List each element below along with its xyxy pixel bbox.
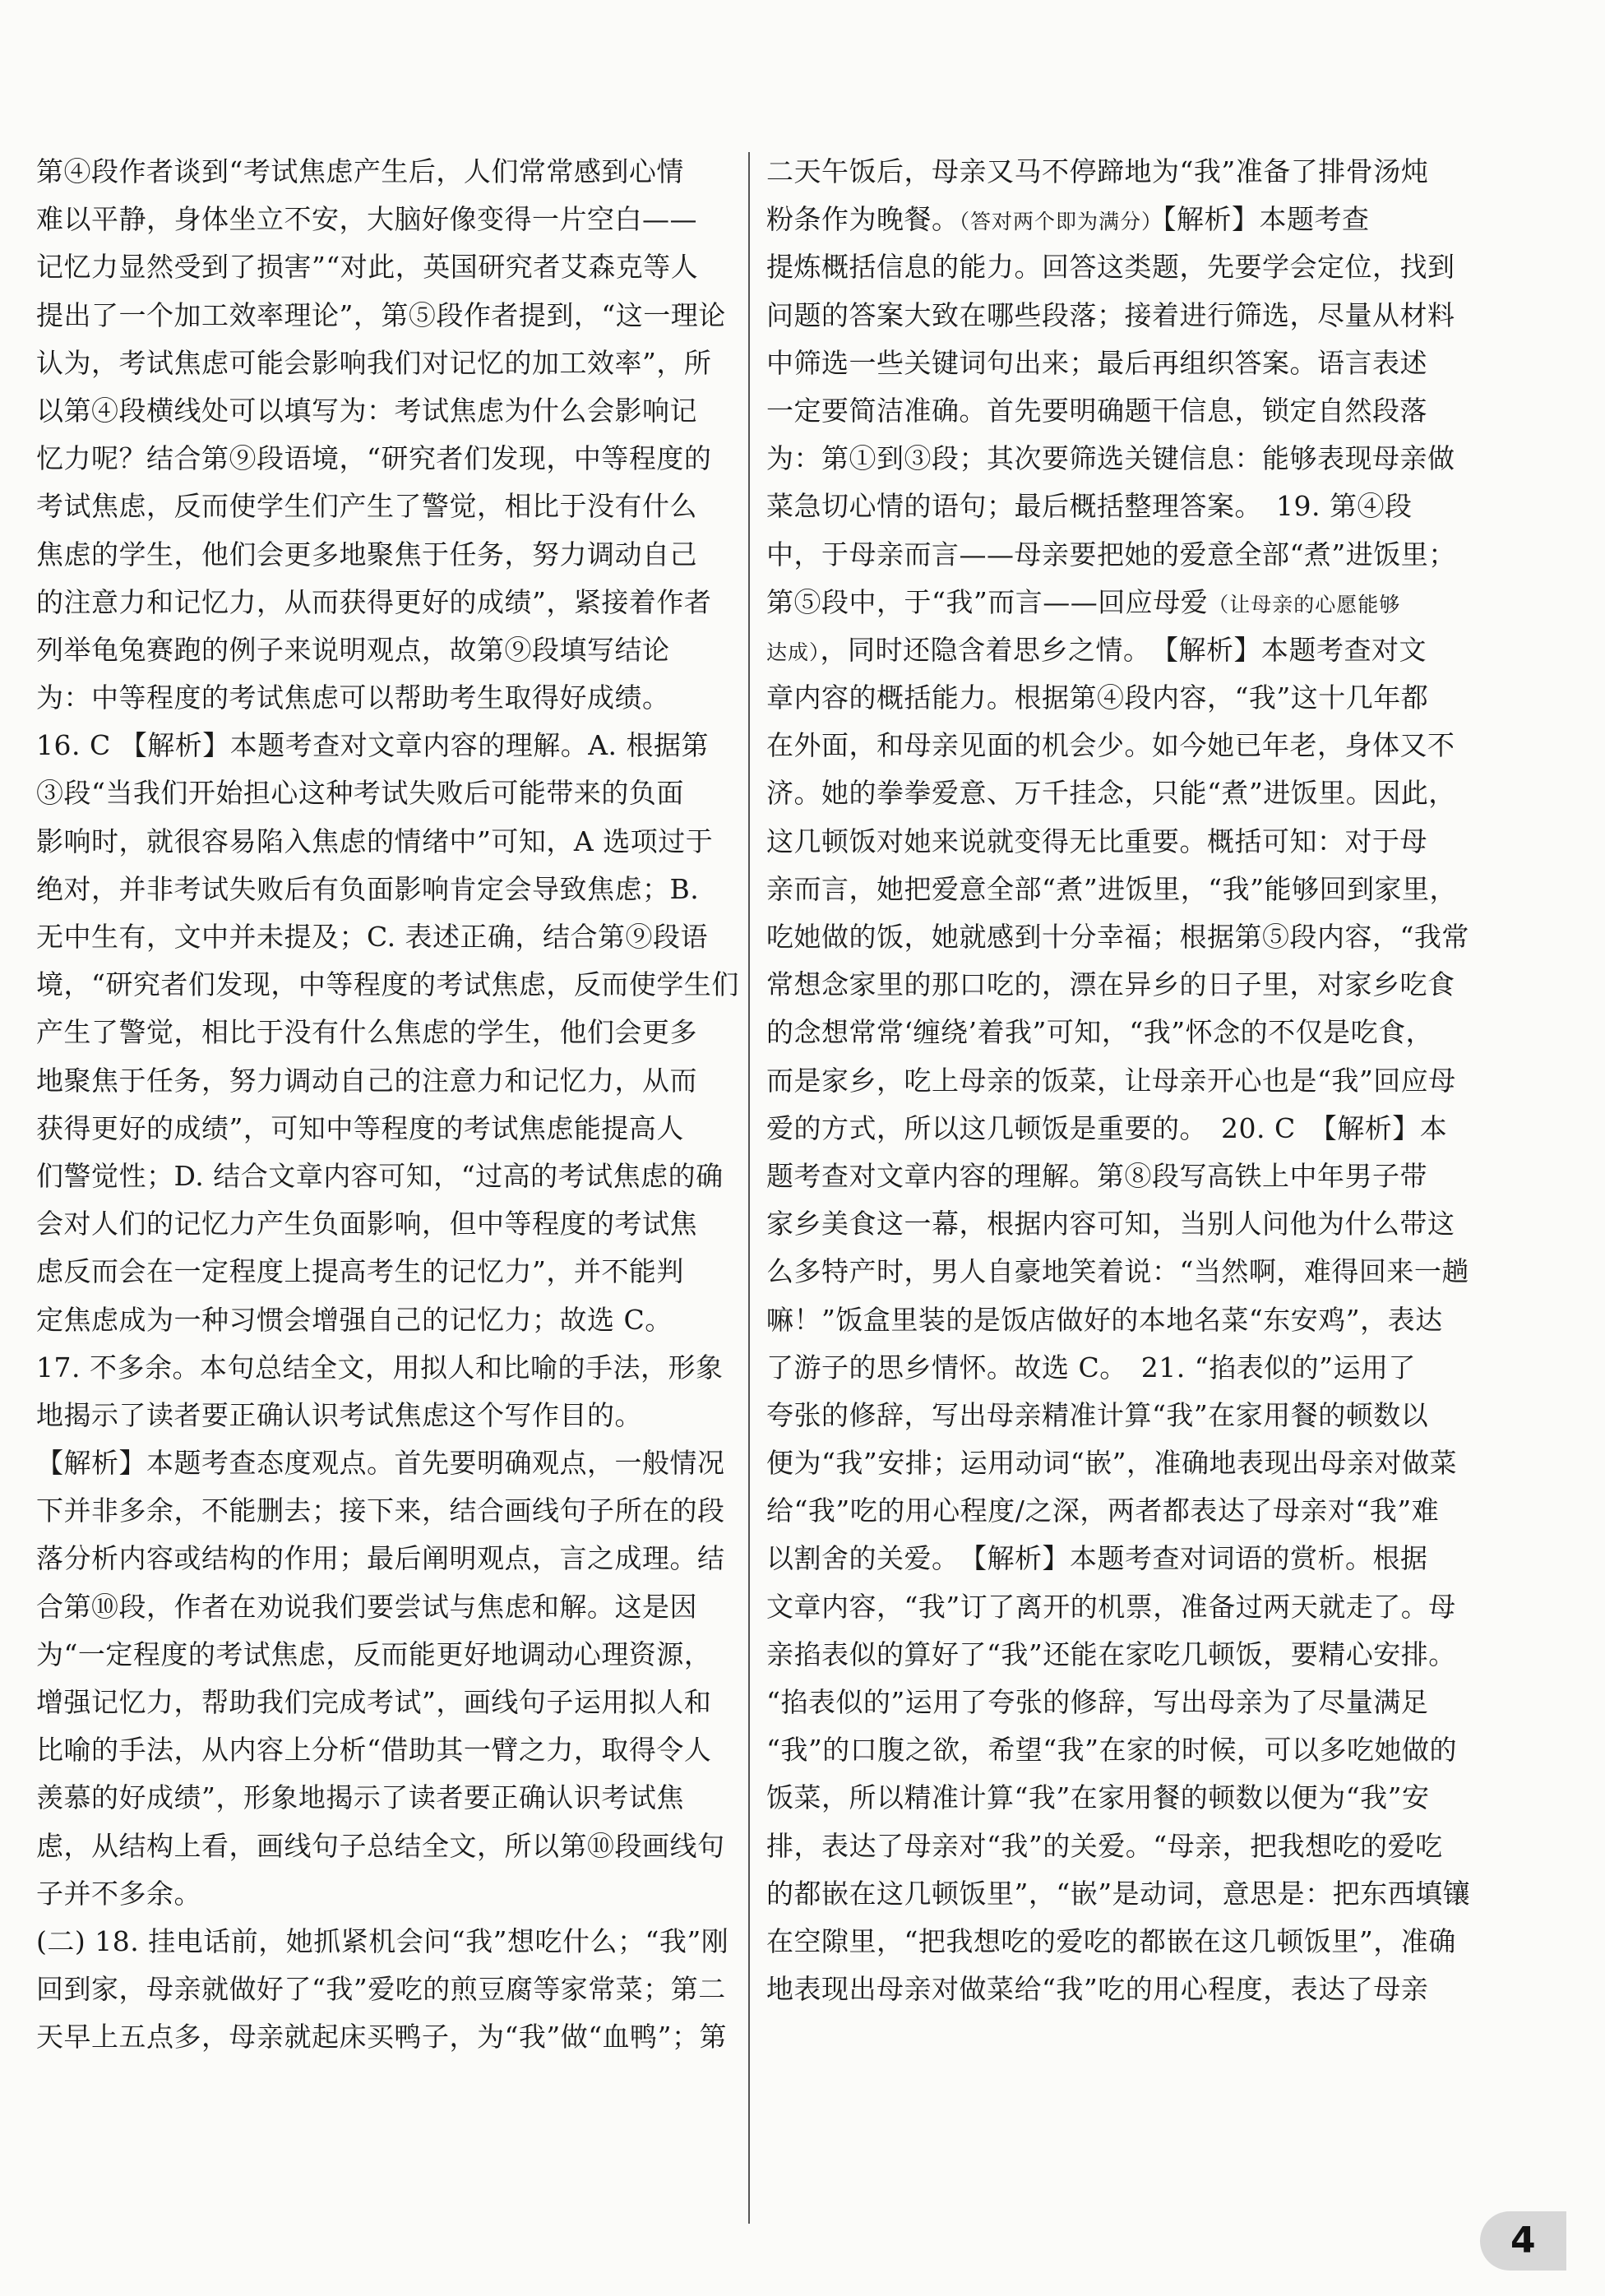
text-line: 会对人们的记忆力产生负面影响，但中等程度的考试焦	[36, 1208, 697, 1240]
text-line	[766, 196, 1488, 243]
text-line: 的注意力和记忆力，从而获得更好的成绩”，紧接着作者	[36, 585, 712, 618]
text-line: 夸张的修辞，写出母亲精准计算“我”在家用餐的顿数以	[766, 1398, 1429, 1431]
text-line: 列举龟兔赛跑的例子来说明观点，故第⑨段填写结论	[36, 633, 670, 666]
text-line: 下并非多余，不能删去；接下来，结合画线句子所在的段	[36, 1494, 725, 1527]
text-line: 饭菜，所以精准计算“我”在家用餐的顿数以便为“我”安	[766, 1781, 1430, 1814]
text-line: 为：中等程度的考试焦虑可以帮助考生取得好成绩。	[36, 681, 670, 714]
text-line: 焦虑的学生，他们会更多地聚焦于任务，努力调动自己	[36, 538, 697, 571]
text-line: 比喻的手法，从内容上分析“借助其一臂之力，取得令人	[36, 1734, 712, 1767]
text-line: 第④段作者谈到“考试焦虑产生后，人们常常感到心情	[36, 155, 684, 187]
text-line: 定焦虑成为一种习惯会增强自己的记忆力；故选 C。	[36, 1303, 673, 1336]
text-line: 地表现出母亲对做菜给“我”吃的用心程度，表达了母亲	[766, 1973, 1429, 2006]
text-line: 虑，从结构上看，画线句子总结全文，所以第⑩段画线句	[36, 1829, 725, 1862]
text-line: 常想念家里的那口吃的，漂在异乡的日子里，对家乡吃食	[766, 968, 1455, 1001]
text-line: 天早上五点多，母亲就起床买鸭子，为“我”做“血鸭”；第	[36, 2021, 727, 2053]
text-line: 无中生有，文中并未提及；C. 表述正确，结合第⑨段语	[36, 921, 709, 953]
text-line: 在外面，和母亲见面的机会少。如今她已年老，身体又不	[766, 729, 1455, 762]
text-line: 中，于母亲而言——母亲要把她的爱意全部“煮”进饭里；	[766, 538, 1456, 571]
text-line: 羡慕的好成绩”，形象地揭示了读者要正确认识考试焦	[36, 1781, 684, 1814]
text-line: 家乡美食这一幕，根据内容可知，当别人问他为什么带这	[766, 1208, 1455, 1240]
text-line: 【解析】本题考查态度观点。首先要明确观点，一般情况	[36, 1447, 725, 1480]
text-line: 落分析内容或结构的作用；最后阐明观点，言之成理。结	[36, 1542, 725, 1575]
text-line: 合第⑩段，作者在劝说我们要尝试与焦虑和解。这是因	[36, 1590, 697, 1623]
text-line: 以第④段横线处可以填写为：考试焦虑为什么会影响记	[36, 394, 697, 427]
text-line: (二) 18. 挂电话前，她抓紧机会问“我”想吃什么；“我”刚	[36, 1924, 729, 1957]
text-line: 地聚焦于任务，努力调动自己的注意力和记忆力，从而	[36, 1064, 697, 1097]
text-line: 中筛选一些关键词句出来；最后再组织答案。语言表述	[766, 346, 1427, 379]
parenthetical-note: 达成）	[766, 640, 821, 664]
text-line: 章内容的概括能力。根据第④段内容，“我”这十几年都	[766, 681, 1429, 714]
text-line: 这几顿饭对她来说就变得无比重要。概括可知：对于母	[766, 825, 1427, 857]
text-line: 为：第①到③段；其次要筛选关键信息：能够表现母亲做	[766, 442, 1455, 475]
text-line: 亲掐表似的算好了“我”还能在家吃几顿饭，要精心安排。	[766, 1638, 1456, 1670]
text-line: 虑反而会在一定程度上提高考生的记忆力”，并不能判	[36, 1255, 684, 1288]
text-line: 境，“研究者们发现，中等程度的考试焦虑，反而使学生们	[36, 968, 739, 1001]
text-line: 忆力呢？结合第⑨段语境，“研究者们发现，中等程度的	[36, 442, 712, 475]
text-line: 17. 不多余。本句总结全文，用拟人和比喻的手法，形象	[36, 1351, 724, 1384]
text-line: “我”的口腹之欲，希望“我”在家的时候，可以多吃她做的	[766, 1734, 1457, 1767]
text-line: 了游子的思乡情怀。故选 C。 21. “掐表似的”运用了	[766, 1351, 1416, 1384]
text-line	[766, 626, 1488, 674]
text-line: 在空隙里，“把我想吃的爱吃的都嵌在这几顿饭里”，准确	[766, 1924, 1456, 1957]
text-line: 的都嵌在这几顿饭里”，“嵌”是动词，意思是：把东西填镶	[766, 1877, 1471, 1910]
text-segment: 粉条作为晚餐。	[766, 203, 960, 236]
text-segment: ，同时还隐含着思乡之情。 【解析】本题考查对文	[820, 633, 1427, 666]
text-line: 便为“我”安排；运用动词“嵌”，准确地表现出母亲对做菜	[766, 1447, 1457, 1480]
text-line: 获得更好的成绩”，可知中等程度的考试焦虑能提高人	[36, 1111, 684, 1144]
text-line: 以割舍的关爱。 【解析】本题考查对词语的赏析。根据	[766, 1542, 1428, 1575]
text-line: 为“一定程度的考试焦虑，反而能更好地调动心理资源，	[36, 1638, 712, 1670]
text-segment: 第⑤段中，于“我”而言——回应母爱	[766, 585, 1209, 618]
text-line: 嘛！”饭盒里装的是饭店做好的本地名菜“东安鸡”，表达	[766, 1303, 1443, 1336]
text-line: 亲而言，她把爱意全部“煮”进饭里，“我”能够回到家里，	[766, 872, 1457, 905]
text-line: 么多特产时，男人自豪地笑着说：“当然啊，难得回来一趟	[766, 1255, 1469, 1288]
text-line: 们警觉性；D. 结合文章内容可知，“过高的考试焦虑的确	[36, 1159, 724, 1192]
text-line: “掐表似的”运用了夸张的修辞，写出母亲为了尽量满足	[766, 1686, 1429, 1718]
text-line: 绝对，并非考试失败后有负面影响肯定会导致焦虑；B.	[36, 872, 700, 905]
right-column	[766, 148, 1488, 2013]
text-line: 增强记忆力，帮助我们完成考试”，画线句子运用拟人和	[36, 1686, 712, 1718]
scoring-note: （答对两个即为满分）	[959, 210, 1163, 234]
text-line: ③段“当我们开始担心这种考试失败后可能带来的负面	[36, 777, 684, 810]
text-line: 子并不多余。	[36, 1877, 201, 1910]
text-line: 菜急切心情的语句；最后概括整理答案。 19. 第④段	[766, 490, 1413, 523]
text-line: 影响时，就很容易陷入焦虑的情绪中”可知，A 选项过于	[36, 825, 714, 857]
text-line: 回到家，母亲就做好了“我”爱吃的煎豆腐等家常菜；第二	[36, 1973, 726, 2006]
text-line: 地揭示了读者要正确认识考试焦虑这个写作目的。	[36, 1398, 642, 1431]
text-line: 济。她的拳拳爱意、万千挂念，只能“煮”进饭里。因此，	[766, 777, 1456, 810]
analysis-label: 【解析】本题考查	[1163, 203, 1370, 236]
text-line: 吃她做的饭，她就感到十分幸福；根据第⑤段内容，“我常	[766, 921, 1469, 953]
text-line: 二天午饭后，母亲又马不停蹄地为“我”准备了排骨汤炖	[766, 155, 1429, 187]
column-divider	[748, 152, 750, 2224]
text-line: 题考查对文章内容的理解。第⑧段写高铁上中年男子带	[766, 1159, 1427, 1192]
text-line: 提炼概括信息的能力。回答这类题，先要学会定位，找到	[766, 251, 1455, 284]
text-line: 排，表达了母亲对“我”的关爱。“母亲，把我想吃的爱吃	[766, 1829, 1443, 1862]
text-line: 一定要简洁准确。首先要明确题干信息，锁定自然段落	[766, 394, 1427, 427]
page-number: 4	[1510, 2220, 1536, 2261]
text-line: 给“我”吃的用心程度/之深，两者都表达了母亲对“我”难	[766, 1494, 1440, 1527]
parenthetical-note: （让母亲的心愿能够	[1208, 592, 1401, 617]
text-line: 提出了一个加工效率理论”，第⑤段作者提到，“这一理论	[36, 298, 726, 331]
text-line: 的念想常常‘缠绕’着我”可知，“我”怀念的不仅是吃食，	[766, 1016, 1434, 1049]
text-line: 16. C 【解析】本题考查对文章内容的理解。A. 根据第	[36, 729, 710, 762]
left-column	[36, 148, 739, 2062]
text-line: 爱的方式，所以这几顿饭是重要的。 20. C 【解析】本	[766, 1111, 1448, 1144]
text-line: 认为，考试焦虑可能会影响我们对记忆的加工效率”，所	[36, 346, 712, 379]
text-line: 问题的答案大致在哪些段落；接着进行筛选，尽量从材料	[766, 298, 1455, 331]
text-line: 产生了警觉，相比于没有什么焦虑的学生，他们会更多	[36, 1016, 697, 1049]
text-line: 文章内容，“我”订了离开的机票，准备过两天就走了。母	[766, 1590, 1456, 1623]
text-line: 记忆力显然受到了损害”“对此，英国研究者艾森克等人	[36, 251, 699, 284]
text-line	[766, 579, 1488, 626]
text-line: 难以平静，身体坐立不安，大脑好像变得一片空白——	[36, 203, 697, 236]
text-line: 考试焦虑，反而使学生们产生了警觉，相比于没有什么	[36, 490, 697, 523]
text-line: 而是家乡，吃上母亲的饭菜，让母亲开心也是“我”回应母	[766, 1064, 1456, 1097]
